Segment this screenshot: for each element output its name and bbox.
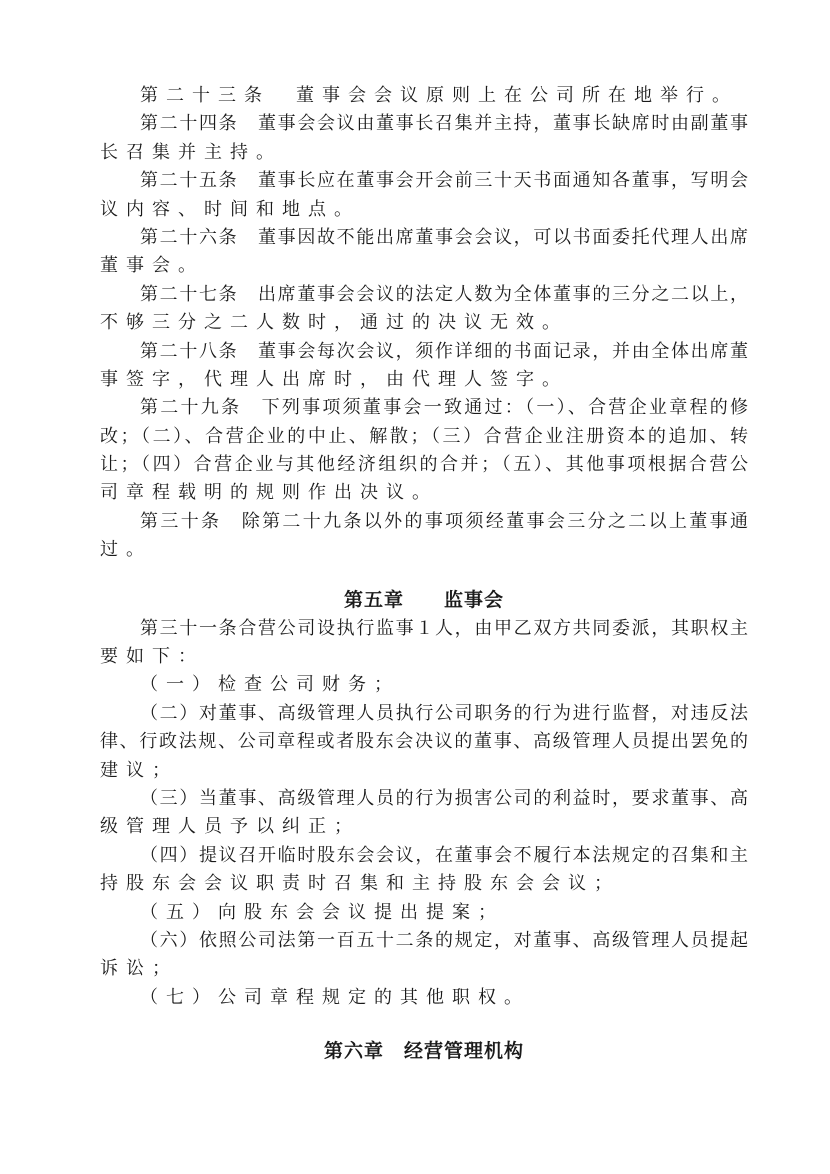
text-line: 过。 bbox=[100, 539, 152, 561]
article-paragraph bbox=[100, 927, 748, 984]
text-line: 改；（二）、合营企业的中止、解散；（三）合营企业注册资本的追加、转 bbox=[100, 425, 748, 447]
text-line: 第二十六条 董事因故不能出席董事会会议，可以书面委托代理人出席 bbox=[140, 226, 748, 248]
text-line: （二）对董事、高级管理人员执行公司职务的行为进行监督，对违反法 bbox=[140, 702, 748, 724]
article-paragraph bbox=[100, 700, 748, 785]
text-line: 第二十九条 下列事项须董事会一致通过：（一）、合营企业章程的修 bbox=[140, 397, 748, 419]
article-paragraph bbox=[100, 224, 748, 281]
article-paragraph bbox=[100, 394, 748, 508]
text-line: （六）依照公司法第一百五十二条的规定，对董事、高级管理人员提起 bbox=[140, 929, 748, 951]
text-line: 议内容、时间和地点。 bbox=[100, 198, 360, 220]
text-line: 董事会。 bbox=[100, 255, 204, 277]
document-page bbox=[100, 82, 748, 1066]
article-paragraph bbox=[100, 785, 748, 842]
text-line: 第二十三条 董事会会议原则上在公司所在地举行。 bbox=[140, 85, 738, 106]
text-line: 要如下： bbox=[100, 646, 204, 668]
text-line: 诉讼； bbox=[100, 958, 178, 980]
text-line: 第二十八条 董事会每次会议，须作详细的书面记录，并由全体出席董 bbox=[140, 340, 748, 362]
article-paragraph bbox=[100, 842, 748, 899]
text-line: （四）提议召开临时股东会会议，在董事会不履行本法规定的召集和主 bbox=[140, 844, 748, 866]
text-line: 让；（四）合营企业与其他经济组织的合并；（五）、其他事项根据合营公 bbox=[100, 454, 748, 476]
text-line: 级管理人员予以纠正； bbox=[100, 816, 360, 838]
article-paragraph bbox=[100, 281, 748, 338]
article-paragraph bbox=[100, 167, 748, 224]
text-line: 建议； bbox=[100, 759, 178, 781]
text-line: （一）检查公司财务； bbox=[140, 674, 400, 696]
text-line: （五）向股东会会议提出提案； bbox=[140, 901, 504, 923]
text-line: 事签字，代理人出席时，由代理人签字。 bbox=[100, 368, 568, 390]
text-line: （三）当董事、高级管理人员的行为损害公司的利益时，要求董事、高 bbox=[140, 787, 748, 809]
text-line: 第三十一条合营公司设执行监事１人，由甲乙双方共同委派，其职权主 bbox=[140, 617, 748, 639]
text-line: 持股东会会议职责时召集和主持股东会会议； bbox=[100, 873, 620, 895]
article-paragraph bbox=[100, 508, 748, 565]
article-paragraph bbox=[100, 984, 748, 1012]
article-paragraph bbox=[100, 899, 748, 927]
text-line: 司章程载明的规则作出决议。 bbox=[100, 482, 438, 504]
text-line: （七）公司章程规定的其他职权。 bbox=[140, 986, 530, 1008]
text-line: 律、行政法规、公司章程或者股东会决议的董事、高级管理人员提出罢免的 bbox=[100, 731, 748, 753]
text-line: 第二十七条 出席董事会会议的法定人数为全体董事的三分之二以上， bbox=[140, 283, 748, 305]
text-line: 第二十五条 董事长应在董事会开会前三十天书面通知各董事，写明会 bbox=[140, 170, 748, 192]
text-line: 不够三分之二人数时，通过的决议无效。 bbox=[100, 312, 568, 334]
text-line: 第三十条 除第二十九条以外的事项须经董事会三分之二以上董事通 bbox=[140, 510, 748, 532]
article-paragraph bbox=[100, 82, 748, 110]
chapter-heading: 第六章 经营管理机构 bbox=[323, 1040, 524, 1063]
article-paragraph bbox=[100, 615, 748, 672]
article-paragraph bbox=[100, 338, 748, 395]
text-line: 第二十四条 董事会会议由董事长召集并主持，董事长缺席时由副董事 bbox=[140, 113, 748, 135]
article-paragraph bbox=[100, 110, 748, 167]
article-paragraph bbox=[100, 671, 748, 699]
chapter-heading: 第五章 监事会 bbox=[343, 588, 504, 611]
text-line: 长召集并主持。 bbox=[100, 141, 282, 163]
